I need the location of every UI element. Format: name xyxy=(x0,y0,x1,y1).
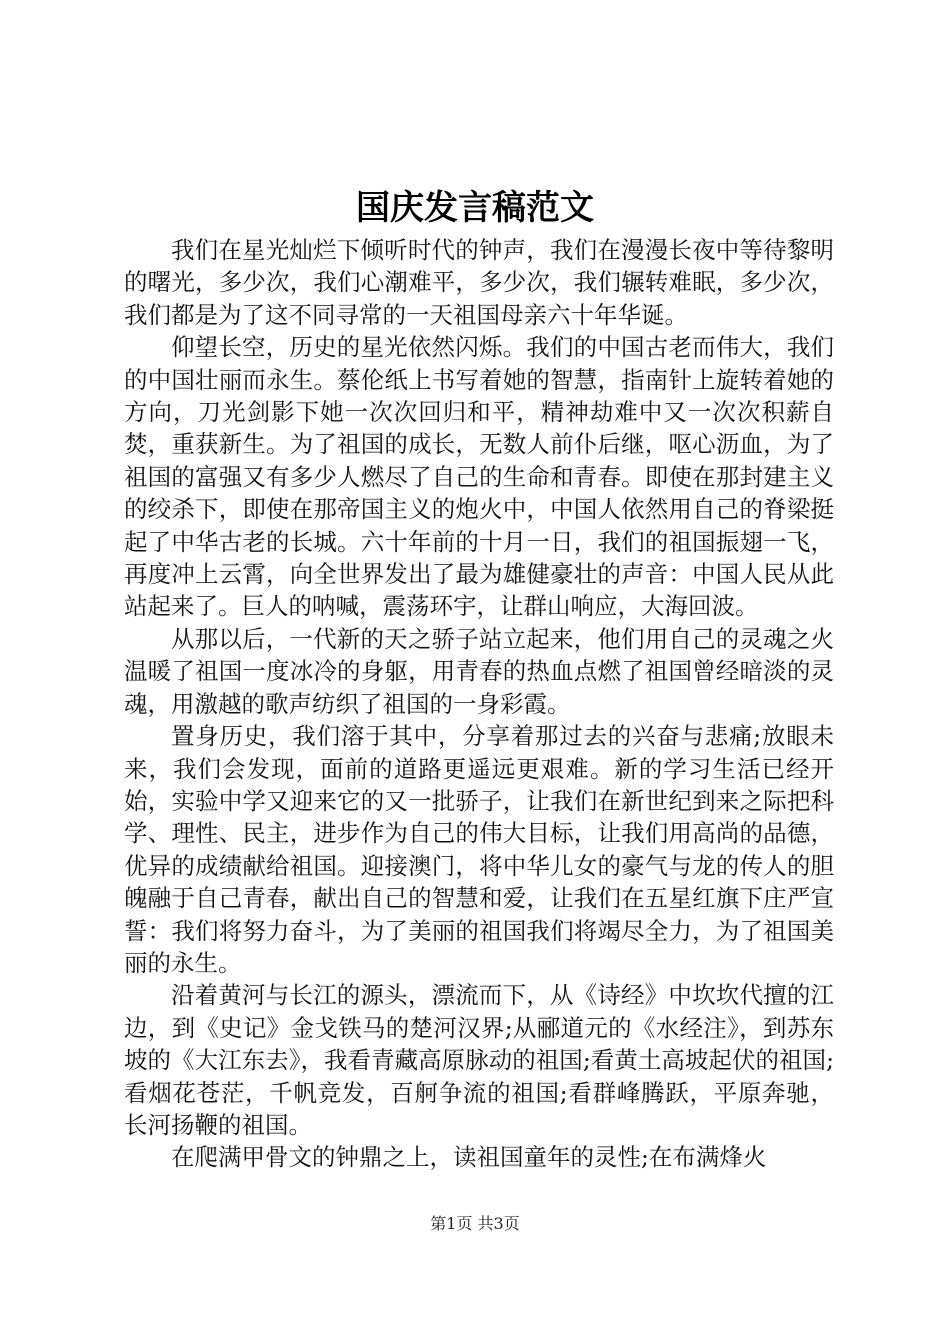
document-title: 国庆发言稿范文 xyxy=(356,188,594,228)
paragraph: 沿着黄河与长江的源头，漂流而下，从《诗经》中坎坎代擅的江边，到《史记》金戈铁马的楚河汉界;从郦道元的《水经注》，到苏东坡的《大江东去》，我看青藏高原脉动的祖国;看黄土高坡起伏的祖国;看烟花苍茫，千帆竞发，百舸争流的祖国;看群峰腾跃，平原奔驰，长河扬鞭的祖国。 xyxy=(124,981,834,1139)
paragraph: 从那以后，一代新的天之骄子站立起来，他们用自己的灵魂之火温暖了祖国一度冰冷的身躯，用青春的热血点燃了祖国曾经暗淡的灵魂，用激越的歌声纺织了祖国的一身彩霞。 xyxy=(124,624,834,718)
page-number-footer: 第1页 共3页 xyxy=(430,1214,520,1233)
paragraph: 我们在星光灿烂下倾听时代的钟声，我们在漫漫长夜中等待黎明的曙光，多少次，我们心潮难平，多少次，我们辗转难眠，多少次，我们都是为了这不同寻常的一天祖国母亲六十年华诞。 xyxy=(124,236,834,329)
paragraph: 置身历史，我们溶于其中，分享着那过去的兴奋与悲痛;放眼未来，我们会发现，面前的道路更遥远更艰难。新的学习生活已经开始，实验中学又迎来它的又一批骄子，让我们在新世纪到来之际把科学、理性、民主，进步作为自己的伟大目标，让我们用高尚的品德，优异的成绩献给祖国。迎接澳门，将中华儿女的豪气与龙的传人的胆魄融于自己青春，献出自己的智慧和爱，让我们在五星红旗下庄严宣誓：我们将努力奋斗，为了美丽的祖国我们将竭尽全力，为了祖国美丽的永生。 xyxy=(124,722,834,977)
paragraph: 仰望长空，历史的星光依然闪烁。我们的中国古老而伟大，我们的中国壮丽而永生。蔡伦纸上书写着她的智慧，指南针上旋转着她的方向，刀光剑影下她一次次回归和平，精神劫难中又一次次积薪自焚，重获新生。为了祖国的成长，无数人前仆后继，呕心沥血，为了祖国的富强又有多少人燃尽了自己的生命和青春。即使在那封建主义的绞杀下，即使在那帝国主义的炮火中，中国人依然用自己的脊梁挺起了中华古老的长城。六十年前的十月一日，我们的祖国振翅一飞，再度冲上云霄，向全世界发出了最为雄健豪壮的声音：中国人民从此站起来了。巨人的呐喊，震荡环宇，让群山响应，大海回波。 xyxy=(124,333,834,621)
paragraph: 在爬满甲骨文的钟鼎之上，读祖国童年的灵性;在布满烽火 xyxy=(171,1143,767,1172)
document-body xyxy=(124,234,834,1174)
